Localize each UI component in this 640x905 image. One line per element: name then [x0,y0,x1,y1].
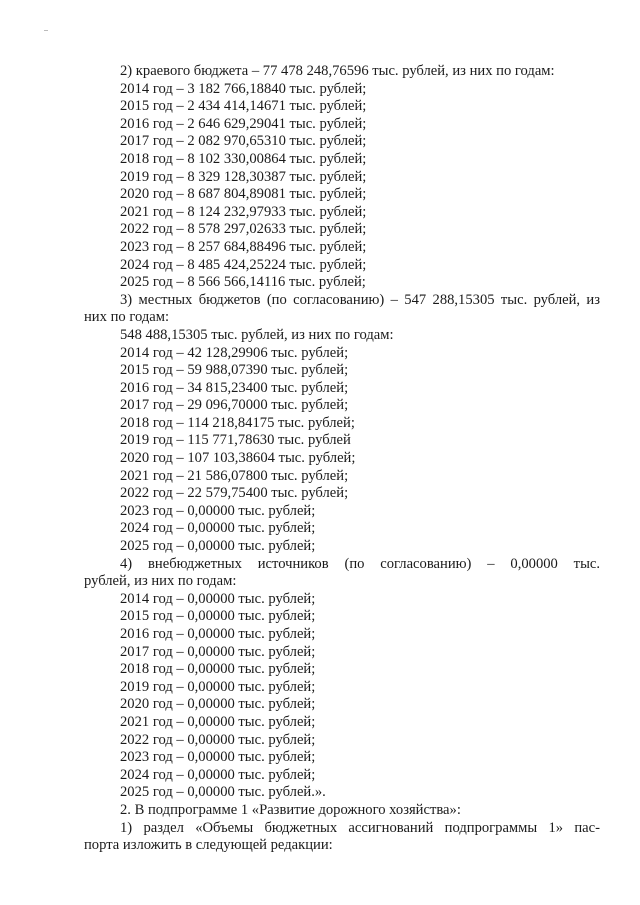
regional-year-2024: 2024 год – 8 485 424,25224 тыс. рублей; [120,256,367,273]
extrabudget-year-2015: 2015 год – 0,00000 тыс. рублей; [120,608,316,625]
subprogram-item: 1) раздел «Объемы бюджетных ассигнований подпрограммы 1» пас- [120,819,600,836]
local-year-2017: 2017 год – 29 096,70000 тыс. рублей; [120,397,349,414]
regional-year-2014: 2014 год – 3 182 766,18840 тыс. рублей; [120,80,367,97]
regional-budget-years [84,81,600,292]
local-year-2024: 2024 год – 0,00000 тыс. рублей; [120,520,316,537]
local-year-2023: 2023 год – 0,00000 тыс. рублей; [120,502,316,519]
regional-year-2023: 2023 год – 8 257 684,88496 тыс. рублей; [120,238,367,255]
extrabudget-year-2021: 2021 год – 0,00000 тыс. рублей; [120,713,316,730]
regional-budget-header: 2) краевого бюджета – 77 478 248,76596 тыс. рублей, из них по годам: [120,63,555,79]
extrabudget-year-2020: 2020 год – 0,00000 тыс. рублей; [120,696,316,713]
local-budget-header: 3) местных бюджетов (по согласованию) – 547 288,15305 тыс. рублей, из [120,291,600,308]
extrabudget-year-2016: 2016 год – 0,00000 тыс. рублей; [120,626,316,642]
subprogram-item-cont: порта изложить в следующей редакции: [84,837,333,854]
regional-year-2021: 2021 год – 8 124 232,97933 тыс. рублей; [120,203,367,220]
local-budget-header-cont: них по годам: [84,309,170,326]
local-year-2021: 2021 год – 21 586,07800 тыс. рублей; [120,467,349,484]
regional-year-2025: 2025 год – 8 566 566,14116 тыс. рублей; [120,274,366,291]
extrabudget-year-2017: 2017 год – 0,00000 тыс. рублей; [120,643,316,660]
extrabudget-header: 4) внебюджетных источников (по согласованию) – 0,00000 тыс. [120,555,600,572]
regional-year-2016: 2016 год – 2 646 629,29041 тыс. рублей; [120,115,367,132]
extrabudget-year-2022: 2022 год – 0,00000 тыс. рублей; [120,731,316,748]
extrabudget-year-2019: 2019 год – 0,00000 тыс. рублей; [120,678,316,695]
local-year-2019: 2019 год – 115 771,78630 тыс. рублей [120,432,351,449]
extrabudget-year-2025: 2025 год – 0,00000 тыс. рублей.». [120,784,326,801]
extrabudget-header-cont: рублей, из них по годам: [84,573,237,590]
local-year-2014: 2014 год – 42 128,29906 тыс. рублей; [120,344,349,361]
scan-mark [44,30,48,31]
local-year-2016: 2016 год – 34 815,23400 тыс. рублей; [120,379,349,396]
local-year-2025: 2025 год – 0,00000 тыс. рублей; [120,538,316,555]
subprogram-heading: 2. В подпрограмме 1 «Развитие дорожного хозяйства»: [120,801,461,818]
regional-year-2019: 2019 год – 8 329 128,30387 тыс. рублей; [120,168,367,185]
extrabudget-year-2024: 2024 год – 0,00000 тыс. рублей; [120,766,316,783]
regional-year-2018: 2018 год – 8 102 330,00864 тыс. рублей; [120,150,367,167]
regional-year-2020: 2020 год – 8 687 804,89081 тыс. рублей; [120,186,367,203]
regional-year-2017: 2017 год – 2 082 970,65310 тыс. рублей; [120,133,367,150]
extrabudget-year-2014: 2014 год – 0,00000 тыс. рублей; [120,590,316,607]
regional-year-2015: 2015 год – 2 434 414,14671 тыс. рублей; [120,98,367,115]
document-body [84,63,600,855]
local-budget-years [84,345,600,556]
local-year-2015: 2015 год – 59 988,07390 тыс. рублей; [120,362,349,379]
extrabudget-year-2018: 2018 год – 0,00000 тыс. рублей; [120,661,316,678]
extrabudget-year-2023: 2023 год – 0,00000 тыс. рублей; [120,749,316,766]
local-year-2018: 2018 год – 114 218,84175 тыс. рублей; [120,414,355,431]
extrabudget-years [84,591,600,802]
local-year-2020: 2020 год – 107 103,38604 тыс. рублей; [120,450,356,467]
regional-year-2022: 2022 год – 8 578 297,02633 тыс. рублей; [120,221,367,238]
local-year-2022: 2022 год – 22 579,75400 тыс. рублей; [120,485,349,502]
local-budget-subtotal: 548 488,15305 тыс. рублей, из них по годам: [120,326,394,343]
